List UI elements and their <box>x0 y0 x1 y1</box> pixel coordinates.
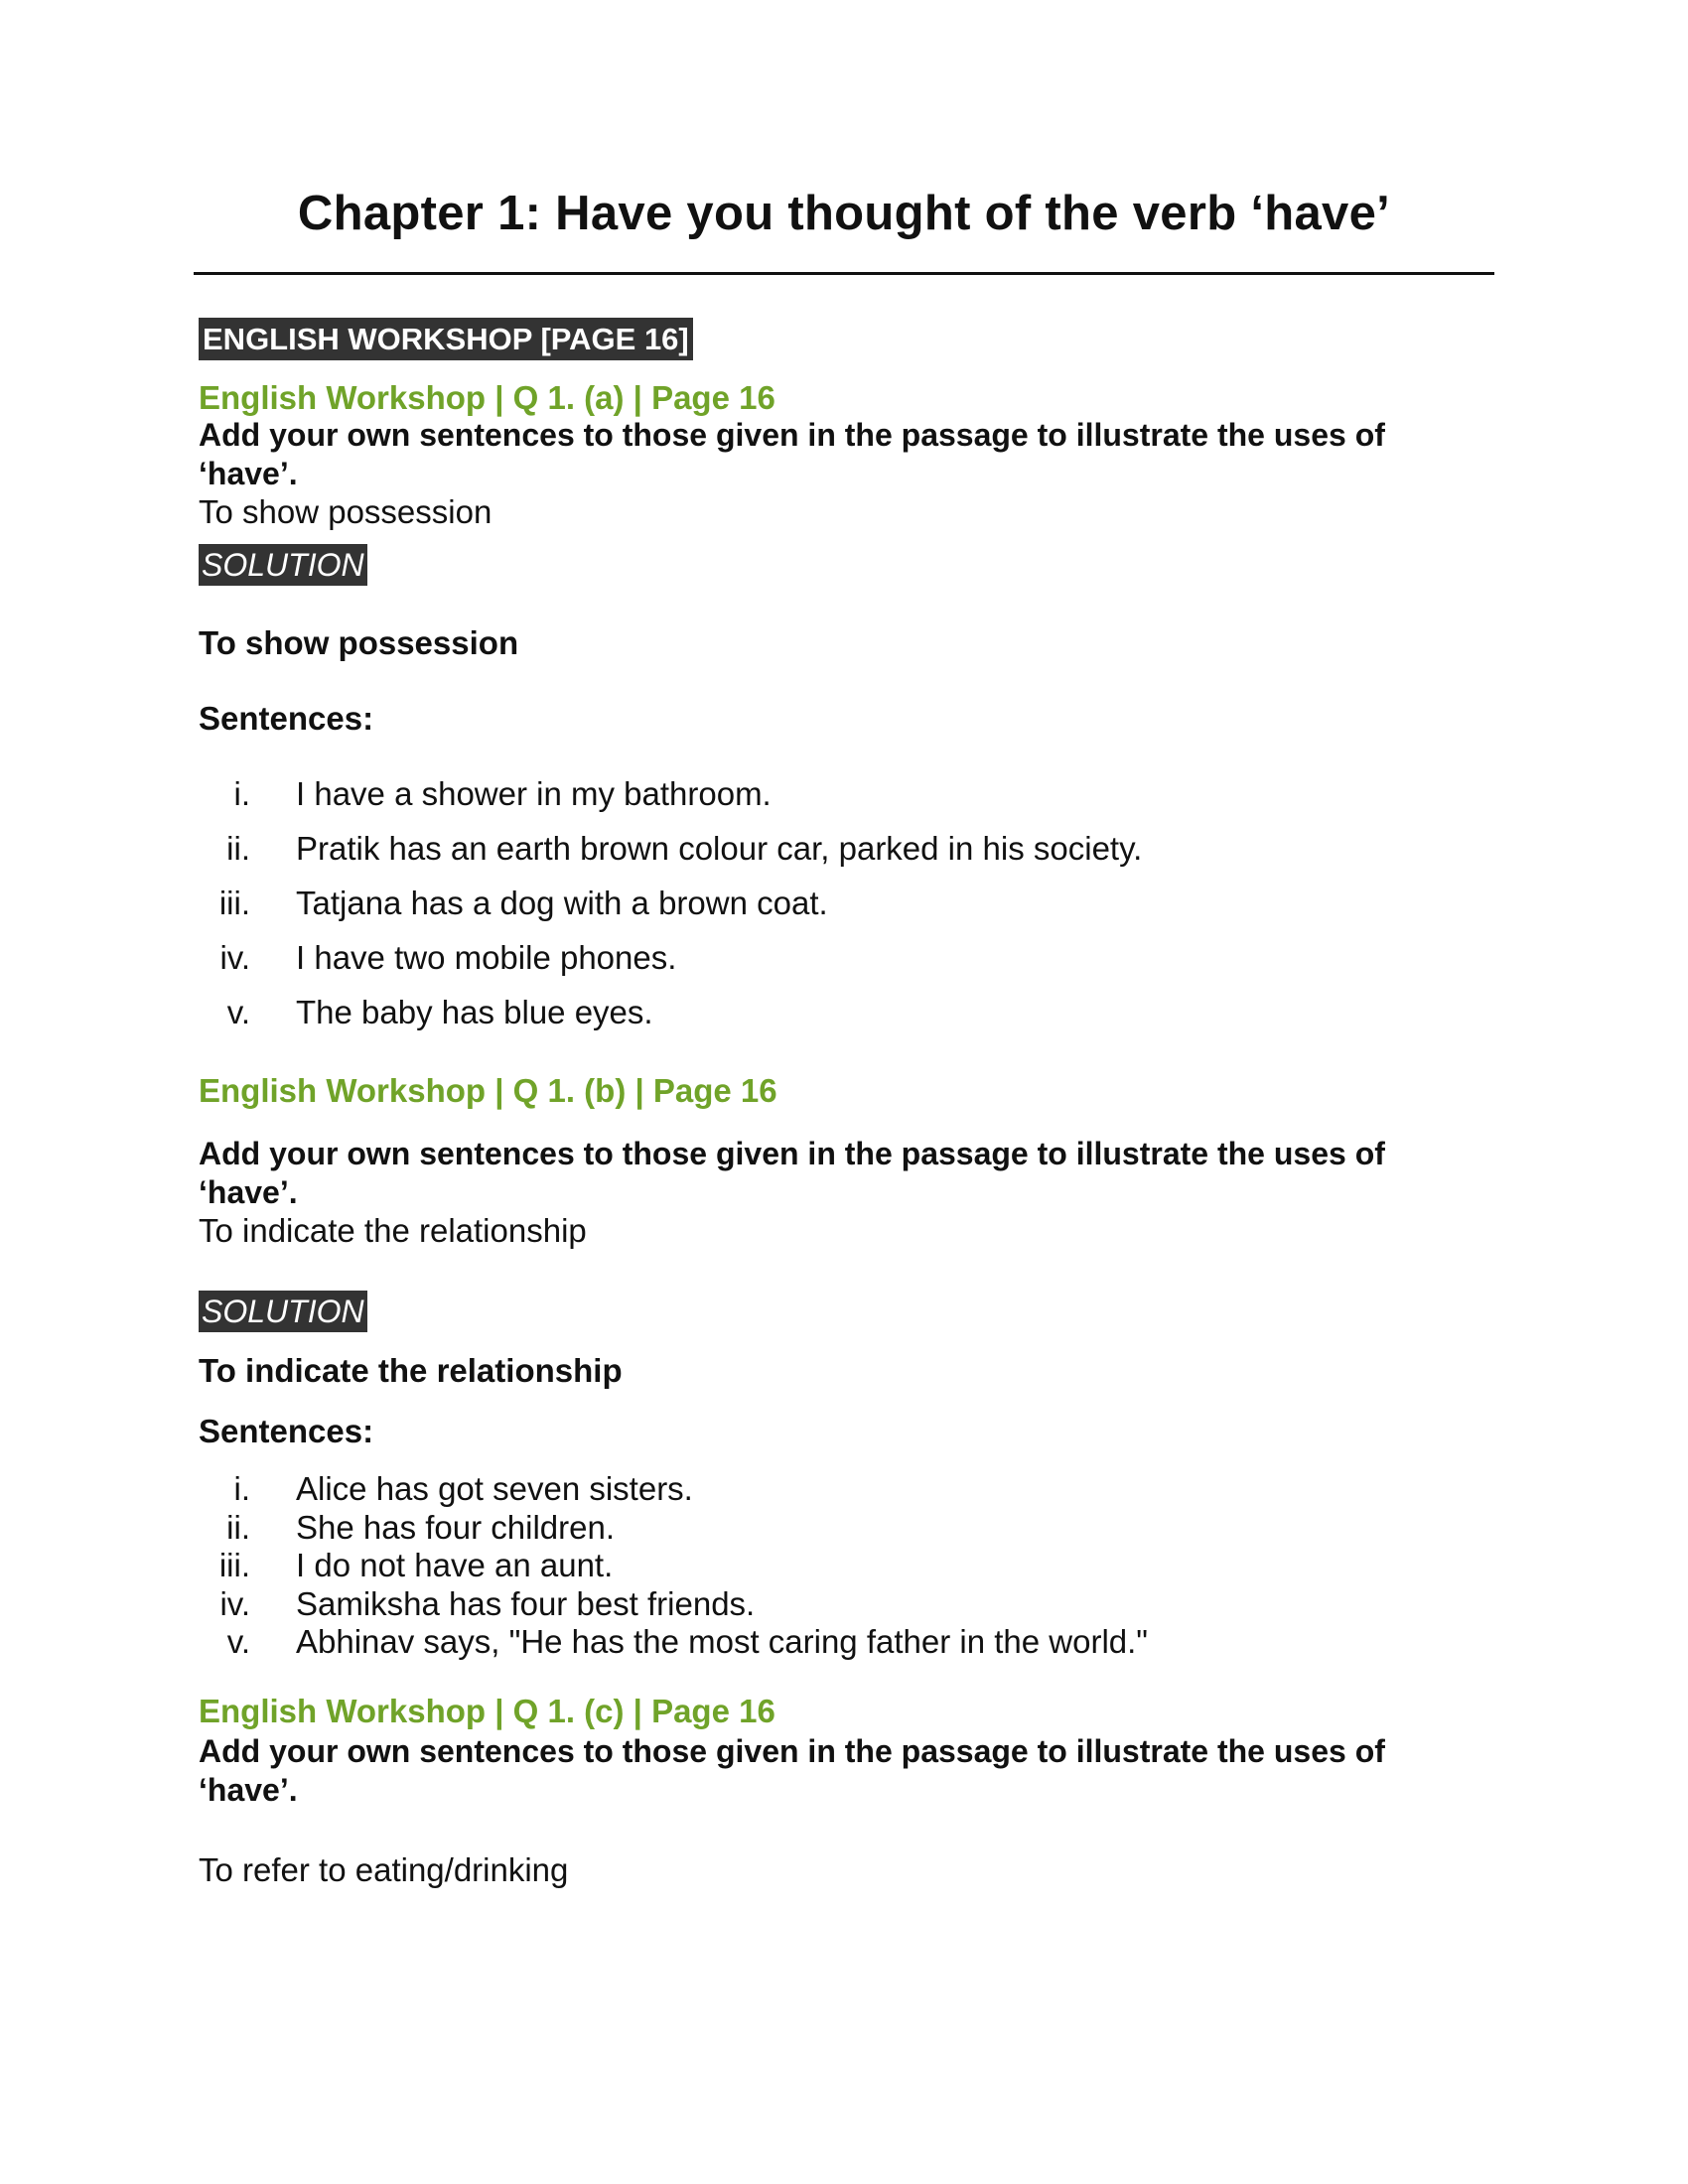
list-text: I do not have an aunt. <box>296 1547 614 1583</box>
list-number: iv. <box>219 939 250 976</box>
sentences-label-1b: Sentences: <box>199 1413 374 1449</box>
list-number: iv. <box>219 1584 250 1622</box>
question-heading-1a: English Workshop | Q 1. (a) | Page 16 <box>199 379 775 416</box>
sentences-label-1a: Sentences: <box>199 700 374 737</box>
question-prompt-1c: Add your own sentences to those given in the passage to illustrate the uses of ‘have’. <box>199 1733 1385 1808</box>
list-number: iii. <box>218 885 250 921</box>
list-text: She has four children. <box>296 1508 616 1546</box>
list-text: The baby has blue eyes. <box>296 994 653 1030</box>
question-prompt-1b: Add your own sentences to those given in the passage to illustrate the uses of ‘have’. <box>199 1136 1385 1210</box>
list-text: Tatjana has a dog with a brown coat. <box>296 885 828 921</box>
solution-title-1a: To show possession <box>199 624 519 661</box>
question-prompt-1a: Add your own sentences to those given in the passage to illustrate the uses of ‘have’. <box>199 417 1385 491</box>
list-number: i. <box>233 1470 250 1507</box>
solution-label-1a: SOLUTION <box>199 544 367 586</box>
list-text: I have two mobile phones. <box>296 939 677 976</box>
list-text: Alice has got seven sisters. <box>296 1470 693 1507</box>
solution-label-1b: SOLUTION <box>199 1291 367 1332</box>
list-number: v. <box>226 1623 250 1660</box>
section-badge: ENGLISH WORKSHOP [PAGE 16] <box>199 318 693 360</box>
question-heading-1b: English Workshop | Q 1. (b) | Page 16 <box>199 1072 777 1109</box>
list-text: I have a shower in my bathroom. <box>296 775 772 812</box>
list-number: ii. <box>226 830 250 867</box>
chapter-title: Chapter 1: Have you thought of the verb ‘have’ <box>297 187 1391 240</box>
list-number: i. <box>233 775 250 812</box>
list-text: Abhinav says, "He has the most caring father in the world." <box>296 1623 1149 1660</box>
question-topic-1c: To refer to eating/drinking <box>199 1851 569 1888</box>
list-text: Pratik has an earth brown colour car, parked in his society. <box>296 830 1143 867</box>
question-topic-1a: To show possession <box>199 493 492 530</box>
question-topic-1b: To indicate the relationship <box>199 1212 587 1249</box>
list-number: ii. <box>226 1508 250 1546</box>
list-text: Samiksha has four best friends. <box>296 1584 756 1622</box>
list-number: iii. <box>218 1547 250 1583</box>
solution-title-1b: To indicate the relationship <box>199 1352 623 1389</box>
list-number: v. <box>226 994 250 1030</box>
question-heading-1c: English Workshop | Q 1. (c) | Page 16 <box>199 1693 775 1729</box>
title-divider <box>194 272 1494 275</box>
